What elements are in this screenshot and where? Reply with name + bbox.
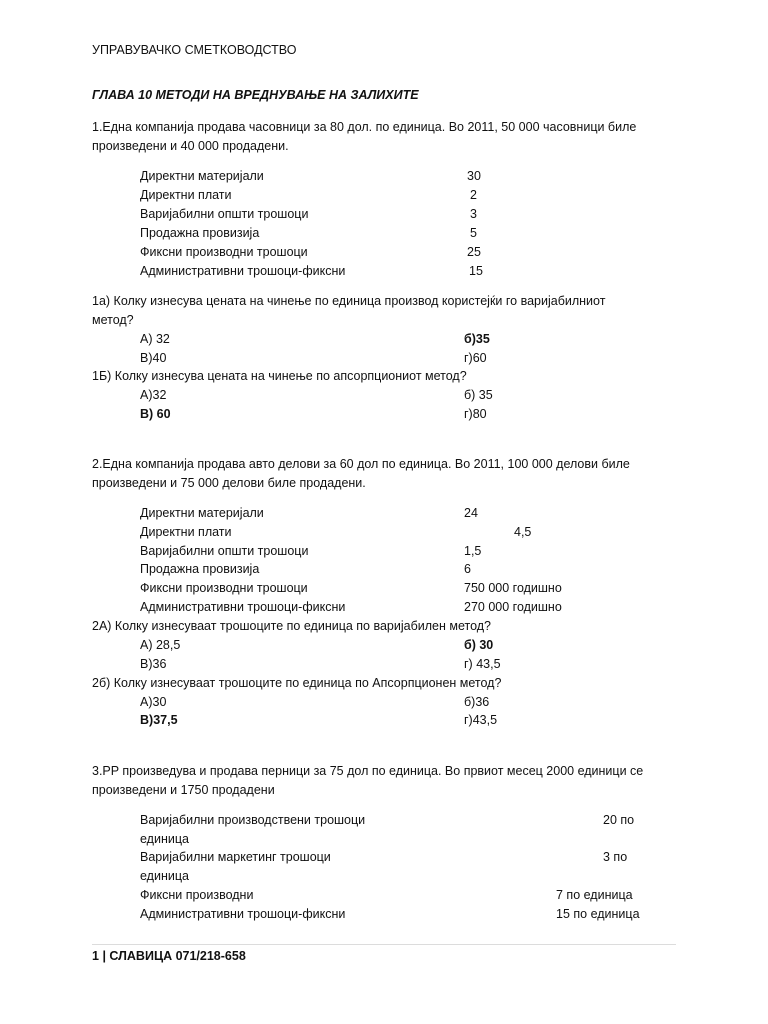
answer-option: б)36	[464, 695, 490, 709]
cost-item-value: 5	[470, 226, 477, 240]
question-2a: 2А) Колку изнесуваат трошоците по единица по варијабилен метод?	[92, 619, 491, 633]
cost-item-label: Фиксни производни трошоци	[140, 581, 308, 595]
answer-option: г)43,5	[464, 713, 498, 727]
author-contact: СЛАВИЦА 071/218-658	[109, 949, 246, 963]
cost-item-label: Административни трошоци-фиксни	[140, 907, 346, 921]
cost-item-value: 750 000 годишно	[464, 581, 562, 595]
answer-option: А)30	[140, 695, 167, 709]
cost-item-value: 1,5	[464, 544, 482, 558]
problem-3-intro-line-1: 3.PP произведува и продава перници за 75 дол по единица. Во првиот месец 2000 единици се	[92, 764, 644, 778]
cost-item-label: Фиксни производни трошоци	[140, 245, 308, 259]
footer-divider	[92, 944, 676, 945]
cost-item-label: Варијабилни општи трошоци	[140, 207, 309, 221]
footer-separator: |	[102, 949, 106, 963]
footer	[92, 948, 246, 964]
cost-item-value: 3 по	[603, 850, 628, 864]
cost-item-label: Продажна провизија	[140, 226, 260, 240]
cost-item-label-continued: единица	[140, 832, 189, 846]
answer-option-correct: В) 60	[140, 407, 171, 421]
answer-option: г) 43,5	[464, 657, 501, 671]
chapter-title: ГЛАВА 10 МЕТОДИ НА ВРЕДНУВАЊЕ НА ЗАЛИХИТЕ	[92, 88, 419, 102]
cost-item-value: 20 по	[603, 813, 635, 827]
answer-option: б) 35	[464, 388, 493, 402]
cost-item-value: 3	[470, 207, 477, 221]
cost-item-label: Варијабилни производствени трошоци	[140, 813, 366, 827]
answer-option: А)32	[140, 388, 167, 402]
cost-item-label: Фиксни производни	[140, 888, 254, 902]
answer-option: В)40	[140, 351, 167, 365]
cost-item-label: Административни трошоци-фиксни	[140, 264, 346, 278]
question-1a-line-1: 1а) Колку изнесува цената на чинење по единица производ користејќи го варијабилниот	[92, 294, 606, 308]
answer-option: г)80	[464, 407, 487, 421]
cost-item-value: 30	[467, 169, 481, 183]
cost-item-label: Директни плати	[140, 188, 232, 202]
page-number: 1	[92, 949, 99, 963]
cost-item-value: 7 по единица	[556, 888, 633, 902]
cost-item-value: 6	[464, 562, 471, 576]
cost-item-label: Варијабилни општи трошоци	[140, 544, 309, 558]
cost-item-value: 15 по единица	[556, 907, 640, 921]
answer-option-correct: В)37,5	[140, 713, 178, 727]
cost-item-label: Директни плати	[140, 525, 232, 539]
cost-item-label: Административни трошоци-фиксни	[140, 600, 346, 614]
answer-option-correct: б) 30	[464, 638, 494, 652]
cost-item-label: Директни материјали	[140, 506, 264, 520]
problem-1-intro-line-1: 1.Една компанија продава часовници за 80 дол. по единица. Во 2011, 50 000 часовници биле	[92, 120, 637, 134]
answer-option: А) 28,5	[140, 638, 181, 652]
cost-item-value: 24	[464, 506, 478, 520]
problem-3-intro-line-2: произведени и 1750 продадени	[92, 783, 275, 797]
cost-item-value: 2	[470, 188, 477, 202]
answer-option: А) 32	[140, 332, 170, 346]
document-header: УПРАВУВАЧКО СМЕТКОВОДСТВО	[92, 43, 297, 57]
cost-item-value: 4,5	[514, 525, 532, 539]
problem-2-intro-line-2: произведени и 75 000 делови биле продадени.	[92, 476, 366, 490]
problem-2-intro-line-1: 2.Една компанија продава авто делови за 60 дол по единица. Во 2011, 100 000 делови биле	[92, 457, 630, 471]
cost-item-value: 25	[467, 245, 481, 259]
problem-1-intro-line-2: произведени и 40 000 продадени.	[92, 139, 289, 153]
answer-option-correct: б)35	[464, 332, 490, 346]
answer-option: В)36	[140, 657, 167, 671]
cost-item-label: Продажна провизија	[140, 562, 260, 576]
question-1b: 1Б) Колку изнесува цената на чинење по апсорпциониот метод?	[92, 369, 467, 383]
answer-option: г)60	[464, 351, 487, 365]
cost-item-value: 15	[469, 264, 483, 278]
question-1a-line-2: метод?	[92, 313, 134, 327]
cost-item-label-continued: единица	[140, 869, 189, 883]
cost-item-label: Варијабилни маркетинг трошоци	[140, 850, 331, 864]
question-2b: 2б) Колку изнесуваат трошоците по единица по Апсорпционен метод?	[92, 676, 502, 690]
cost-item-value: 270 000 годишно	[464, 600, 562, 614]
cost-item-label: Директни материјали	[140, 169, 264, 183]
